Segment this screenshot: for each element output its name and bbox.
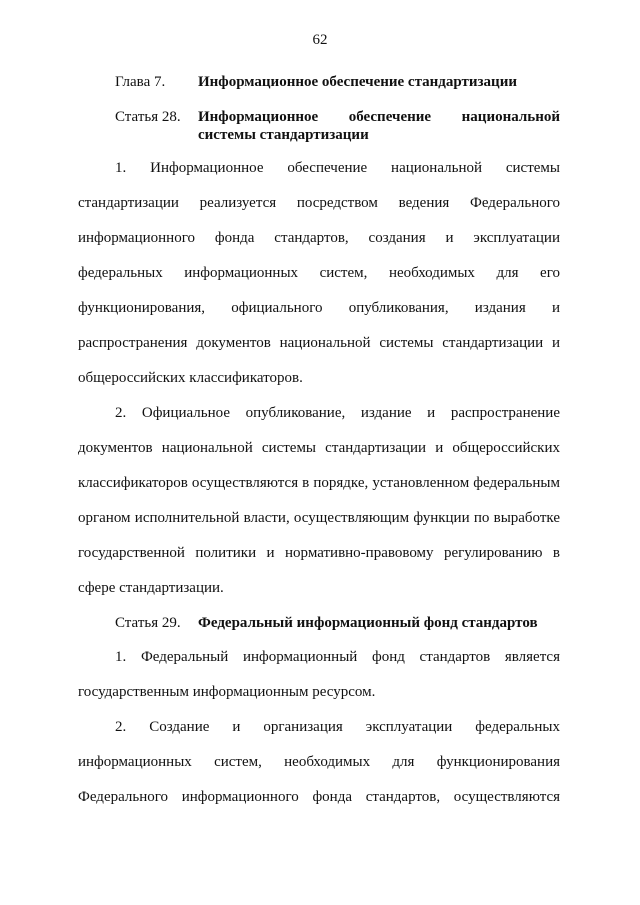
paragraph-line: документов национальной системы стандартизации и общероссийских [78, 440, 560, 456]
paragraph-line: классификаторов осуществляются в порядке, установленном федеральным [78, 475, 560, 491]
paragraph-line: информационных систем, необходимых для функционирования [78, 754, 560, 770]
paragraph-line: государственным информационным ресурсом. [78, 684, 376, 700]
paragraph-line: сфере стандартизации. [78, 580, 224, 596]
page-number: 62 [312, 32, 328, 48]
paragraph-line: стандартизации реализуется посредством ведения Федерального [78, 195, 560, 211]
article-29-title: Федеральный информационный фонд стандартов [198, 615, 538, 631]
paragraph-line: 2. Создание и организация эксплуатации федеральных [115, 719, 560, 735]
paragraph-line: общероссийских классификаторов. [78, 370, 303, 386]
paragraph-line: информационного фонда стандартов, создания и эксплуатации [78, 230, 560, 246]
paragraph-line: федеральных информационных систем, необходимых для его [78, 265, 560, 281]
paragraph-line: 1. Информационное обеспечение национальной системы [115, 160, 560, 176]
paragraph-line: государственной политики и нормативно-правовому регулированию в [78, 545, 560, 561]
paragraph-line: функционирования, официального опубликования, издания и [78, 300, 560, 316]
paragraph-line: органом исполнительной власти, осуществляющим функции по выработке [78, 510, 560, 526]
paragraph-line: 1. Федеральный информационный фонд стандартов является [115, 649, 560, 665]
article-28-title-line: системы стандартизации [198, 127, 369, 143]
chapter-label: Глава 7. [115, 74, 166, 90]
paragraph-line: распространения документов национальной системы стандартизации и [78, 335, 560, 351]
paragraph-line: Федерального информационного фонда стандартов, осуществляются [78, 789, 560, 805]
chapter-title: Информационное обеспечение стандартизации [198, 74, 517, 90]
article-28-label: Статья 28. [115, 109, 181, 125]
paragraph-line: 2. Официальное опубликование, издание и распространение [115, 405, 560, 421]
article-29-label: Статья 29. [115, 615, 181, 631]
article-28-title-line: Информационное обеспечение национальной [198, 109, 560, 125]
